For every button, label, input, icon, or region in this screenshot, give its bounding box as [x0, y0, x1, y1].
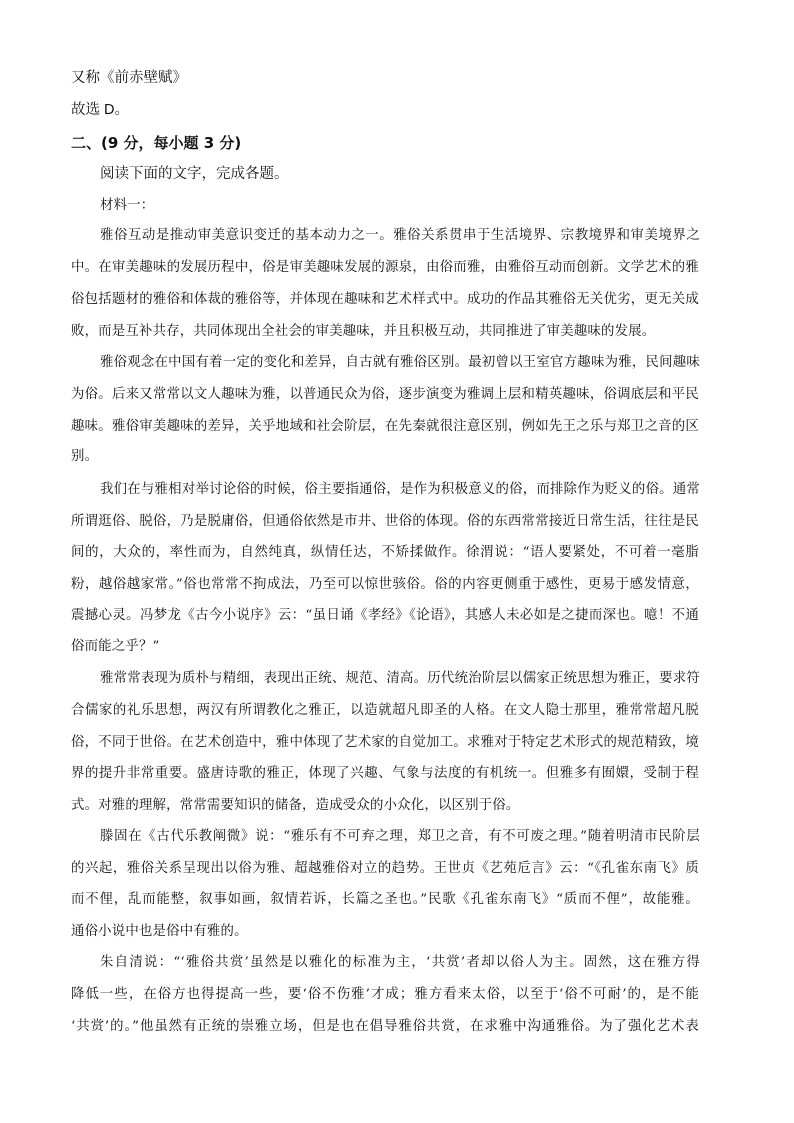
paragraph-line: 所谓逛俗、脱俗，乃是脱庸俗，但通俗依然是市井、世俗的体现。俗的东西常常接近日常生活，往往是民: [71, 514, 699, 529]
paragraph-line: 为俗。后来又常常以文人趣味为雅，以普通民众为俗，逐步演变为雅调上层和精英趣味，俗调底层和平民: [71, 387, 699, 402]
section-instruction: 阅读下面的文字，完成各题。: [100, 166, 289, 182]
paragraph-line: 俗包括题材的雅俗和体裁的雅俗等，并体现在趣味和艺术样式中。成功的作品其雅俗无关优劣，更无关成: [71, 292, 699, 307]
paragraph-line: 界的提升非常重要。盛唐诗歌的雅正，体现了兴趣、气象与法度的有机统一。但雅多有囿嬛，受制于程: [71, 766, 699, 781]
paragraph-line: 式。对雅的理解，常常需要知识的储备，造成受众的小众化，以区别于俗。: [71, 798, 520, 813]
paragraph-line: 趣味。雅俗审美趣味的差异，关乎地域和社会阶层，在先秦就很注意区别，例如先王之乐与郑卫之音的区: [71, 419, 699, 434]
paragraph-line: 我们在与雅相对举讨论俗的时候，俗主要指通俗，是作为积极意义的俗，而排除作为贬义的俗。通常: [100, 482, 700, 497]
material-label: 材料一：: [100, 198, 155, 213]
paragraph-line: 而不俚，乱而能整，叙事如画，叙情若诉，长篇之圣也。”民歌《孔雀东南飞》“质而不俚”，故能雅。: [71, 892, 699, 907]
paragraph-line: 败，而是互补共存，共同体现出全社会的审美趣味，并且积极互动，共同推进了审美趣味的发展。: [71, 324, 656, 339]
section-heading: 二、(9 分，每小题 3 分): [71, 134, 242, 152]
paragraph-line: 朱自清说：“‘雅俗共赏’虽然是以雅化的标准为主，‘共赏’者却以俗人为主。固然，这在雅方得: [100, 955, 700, 970]
paragraph-line: 合儒家的礼乐思想，两汉有所谓教化之雅正，以造就超凡即圣的人格。在文人隐士那里，雅常常超凡脱: [71, 703, 699, 718]
paragraph-line: 雅俗观念在中国有着一定的变化和差异，自古就有雅俗区别。最初曾以王室官方趣味为雅，民间趣味: [100, 355, 700, 370]
answer-note-line: 又称《前赤壁赋》: [71, 70, 187, 86]
answer-choice-line: 故选 D。: [71, 102, 129, 118]
paragraph-line: 雅俗互动是推动审美意识变迁的基本动力之一。雅俗关系贯串于生活境界、宗教境界和审美境界之: [100, 228, 700, 243]
paragraph-line: 粉，越俗越家常。”俗也常常不拘成法，乃至可以惊世骇俗。俗的内容更侧重于感性，更易于感发情意，: [71, 577, 699, 592]
paragraph-line: ‘共赏’的。”他虽然有正统的崇雅立场，但是也在倡导雅俗共赏，在求雅中沟通雅俗。为了强化艺术表: [71, 1019, 699, 1034]
paragraph-line: 雅常常表现为质朴与精细，表现出正统、规范、清高。历代统治阶层以儒家正统思想为雅正，要求符: [100, 671, 700, 686]
paragraph-line: 俗，不同于世俗。在艺术创造中，雅中体现了艺术家的自觉加工。求雅对于特定艺术形式的规范精致，境: [71, 735, 699, 750]
paragraph-line: 滕固在《古代乐教阐微》说：“雅乐有不可弃之理，郑卫之音，有不可废之理。”随着明清市民阶层: [100, 829, 700, 844]
paragraph-line: 中。在审美趣味的发展历程中，俗是审美趣味发展的源泉，由俗而雅，由雅俗互动而创新。文学艺术的雅: [71, 260, 699, 275]
paragraph-line: 的兴起，雅俗关系呈现出以俗为雅、超越雅俗对立的趋势。王世贞《艺苑卮言》云：“《孔雀东南飞》质: [71, 861, 699, 876]
paragraph-line: 震撼心灵。冯梦龙《古今小说序》云：“虽日诵《孝经》《论语》，其感人未必如是之捷而深也。噫！不通: [71, 608, 699, 623]
paragraph-line: 降低一些，在俗方也得提高一些，要‘俗不伤雅’才成；雅方看来太俗，以至于‘俗不可耐’的，是不能: [71, 987, 699, 1002]
paragraph-line: 别。: [71, 449, 99, 464]
paragraph-line: 俗而能之乎？”: [71, 639, 160, 654]
paragraph-line: 间的，大众的，率性而为，自然纯真，纵情任达，不矫揉做作。徐渭说：“语人要紧处，不可着一毫脂: [71, 545, 699, 560]
paragraph-line: 通俗小说中也是俗中有雅的。: [71, 924, 248, 939]
